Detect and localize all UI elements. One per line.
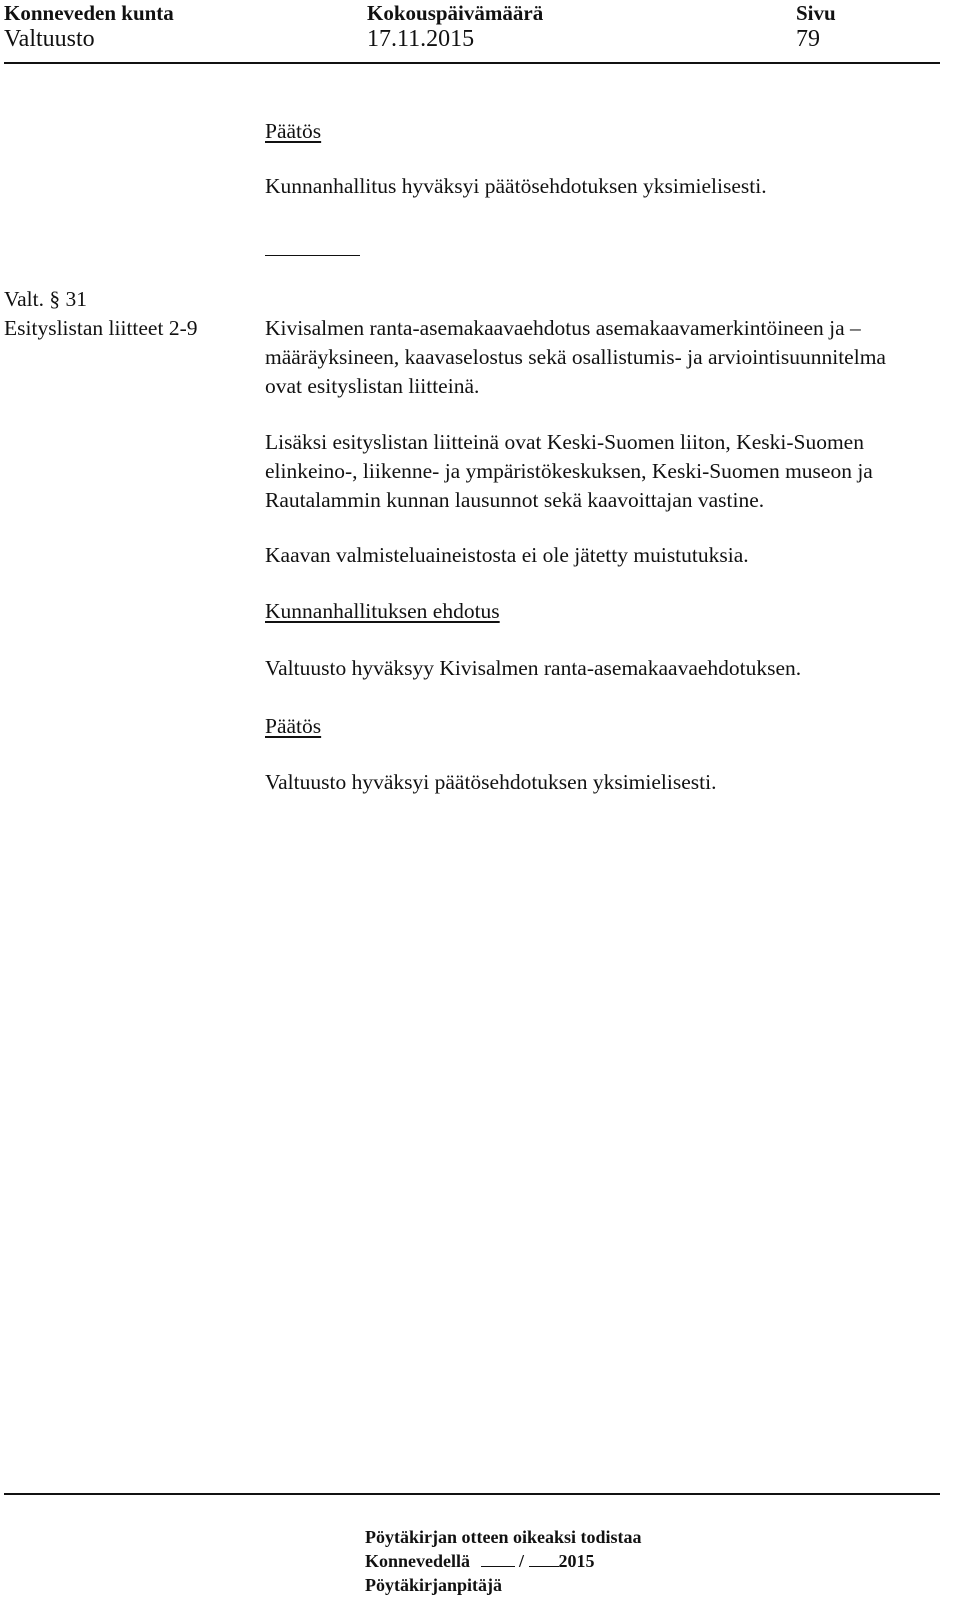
prev-decision-heading: Päätös (265, 119, 322, 143)
proposal-text: Valtuusto hyväksyy Kivisalmen ranta-asemakaavaehdotuksen. (265, 656, 802, 680)
page-number: 79 (796, 26, 820, 52)
section-number (4, 285, 87, 314)
meeting-date: 17.11.2015 (367, 26, 475, 52)
section-prefix: Valt. (4, 287, 45, 311)
paragraph-attachments-line-2: määräyksineen, kaavaselostus sekä osallistumis- ja arviointisuunnitelma (265, 345, 886, 369)
certification-year: 2015 (558, 1551, 595, 1571)
header-divider (4, 62, 940, 64)
day-blank (481, 1552, 515, 1567)
page-column-label: Sivu (796, 1, 836, 25)
paragraph-statements-line-2: elinkeino-, liikenne- ja ympäristökeskuksen, Keski-Suomen museon ja (265, 459, 873, 483)
paragraph-statements-line-1: Lisäksi esityslistan liitteinä ovat Keski-Suomen liiton, Keski-Suomen (265, 430, 864, 454)
decision-text: Valtuusto hyväksyi päätösehdotuksen yksimielisesti. (265, 770, 717, 794)
meeting-body: Valtuusto (4, 26, 95, 52)
date-separator: / (519, 1551, 525, 1571)
certification-line: Pöytäkirjan otteen oikeaksi todistaa (365, 1527, 642, 1547)
paragraph-statements-line-3: Rautalammin kunnan lausunnot sekä kaavoittajan vastine. (265, 488, 765, 512)
paragraph-attachments-line-1: Kivisalmen ranta-asemakaavaehdotus asemakaavamerkintöineen ja – (265, 316, 861, 340)
footer-divider (4, 1493, 940, 1495)
secretary-label: Pöytäkirjanpitäjä (365, 1575, 502, 1595)
certification-place: Konnevedellä (365, 1551, 471, 1571)
paragraph-objections: Kaavan valmisteluaineistosta ei ole jätetty muistutuksia. (265, 543, 749, 567)
attachments-label: Esityslistan liitteet 2-9 (4, 316, 198, 340)
section-paragraph-number: § 31 (49, 287, 88, 311)
proposal-heading: Kunnanhallituksen ehdotus (265, 599, 500, 623)
prev-decision-text: Kunnanhallitus hyväksyi päätösehdotuksen yksimielisesti. (265, 174, 767, 198)
date-column-label: Kokouspäivämäärä (367, 1, 544, 25)
paragraph-attachments-line-3: ovat esityslistan liitteinä. (265, 374, 480, 398)
month-blank (529, 1552, 559, 1567)
section-separator (265, 255, 360, 256)
decision-heading: Päätös (265, 714, 322, 738)
certification-place-date (365, 1551, 595, 1572)
municipality-label: Konneveden kunta (4, 1, 174, 25)
